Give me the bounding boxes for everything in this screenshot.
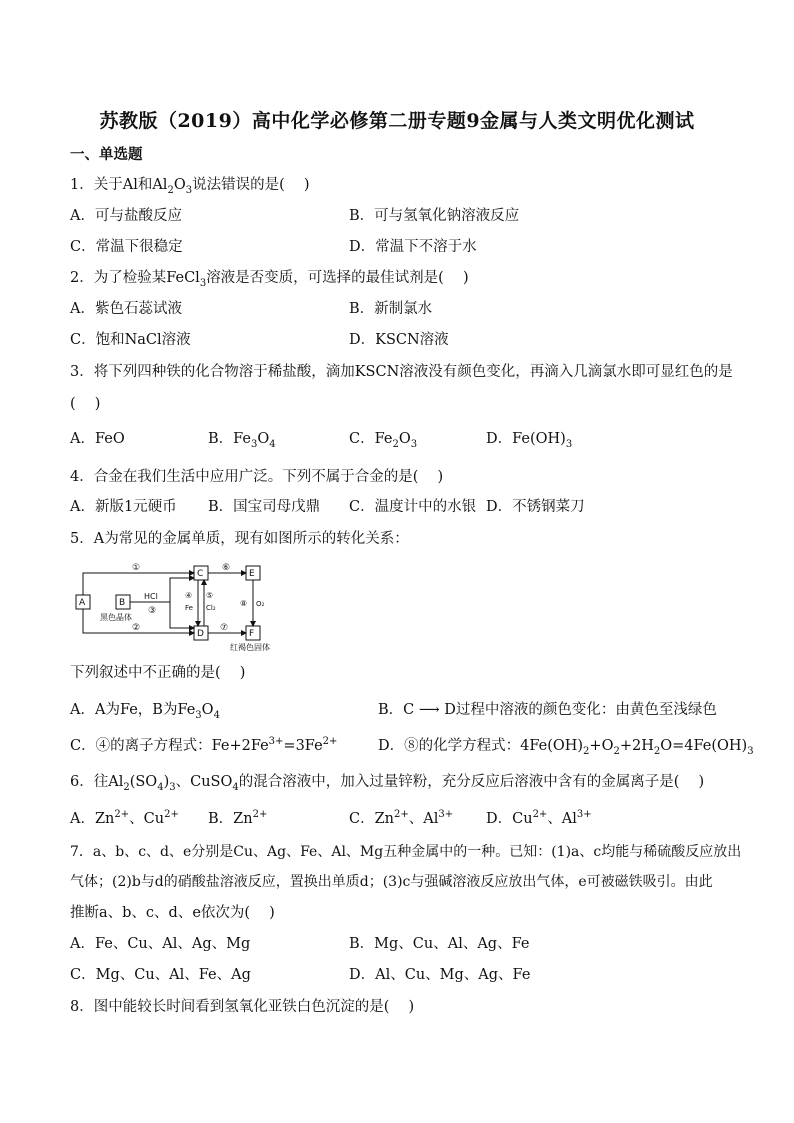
q2-option-d: D．KSCN溶液 xyxy=(349,332,449,348)
section-heading: 一、单选题 xyxy=(70,146,143,163)
label-d: D xyxy=(197,629,204,639)
q5-option-d: D．⑧的化学方程式：$4Fe(OH)_2+O_2+2H_2O=4Fe(OH)_3$ xyxy=(378,738,754,757)
label-step4: ④ xyxy=(185,591,193,600)
q1-option-a: A．可与盐酸反应 xyxy=(70,208,182,224)
label-step1: ① xyxy=(132,563,141,573)
label-hcl: HCl xyxy=(144,592,158,601)
label-o2: O₂ xyxy=(256,600,265,608)
q1-option-b: B．可与氢氧化钠溶液反应 xyxy=(349,208,520,224)
question-7-stem: 7．a、b、c、d、e分别是Cu、Ag、Fe、Al、Mg五种金属中的一种。已知：(1)a、c均能与稀硫酸反应放出 xyxy=(70,844,742,860)
question-6-stem: 6．往$Al_2(SO_4)_3$、CuSO$_4$的混合溶液中，加入过量锌粉，充分反应后溶液中含有的金属离子是( ) xyxy=(70,774,705,793)
document-title: 苏教版（2019）高中化学必修第二册专题9金属与人类文明优化测试 xyxy=(99,110,695,132)
label-step2: ② xyxy=(132,623,141,633)
q6-option-c: C．$Zn^{2+}$、$Al^{3+}$ xyxy=(349,809,454,827)
q4-option-a: A．新版1元硬币 xyxy=(70,499,177,515)
label-step7: ⑦ xyxy=(220,623,229,633)
label-fe: Fe xyxy=(185,604,193,612)
question-5-substem: 下列叙述中不正确的是( ) xyxy=(70,665,246,681)
question-1-stem: 1．关于Al和$Al_2O_3$说法错误的是( ) xyxy=(70,177,310,196)
q7-option-b: B．Mg、Cu、Al、Ag、Fe xyxy=(349,936,530,952)
question-3-stem: 3．将下列四种铁的化合物溶于稀盐酸，滴加KSCN溶液没有颜色变化，再滴入几滴氯水即可显红色的是 xyxy=(70,364,733,380)
q5-option-c: C．④的离子方程式：$Fe+2Fe^{3+}=3Fe^{2+}$ xyxy=(70,736,338,754)
q6-option-a: A．$Zn^{2+}$、$Cu^{2+}$ xyxy=(70,809,179,827)
q2-option-a: A．紫色石蕊试液 xyxy=(70,301,182,317)
label-f: F xyxy=(249,629,255,639)
q7-option-c: C．Mg、Cu、Al、Fe、Ag xyxy=(70,967,251,983)
q3-option-c: C．$Fe_2O_3$ xyxy=(349,431,418,450)
label-e: E xyxy=(249,569,255,579)
label-step8: ⑧ xyxy=(240,599,248,608)
label-step3: ③ xyxy=(148,606,157,616)
question-7-stem-line3: 推断a、b、c、d、e依次为( ) xyxy=(70,905,275,921)
q3-option-b: B．$Fe_3O_4$ xyxy=(208,431,276,450)
q6-option-d: D．$Cu^{2+}$、$Al^{3+}$ xyxy=(486,809,592,827)
q5-option-b: B．C ⟶ D过程中溶液的颜色变化：由黄色至浅绿色 xyxy=(378,702,717,718)
label-b: B xyxy=(119,598,126,608)
q6-option-b: B．$Zn^{2+}$ xyxy=(208,809,268,827)
question-7-stem-line2: 气体；(2)b与d的硝酸盐溶液反应，置换出单质d；(3)c与强碱溶液反应放出气体，e可被磁铁吸引。由此 xyxy=(70,874,713,890)
label-a: A xyxy=(79,598,86,608)
q2-option-b: B．新制氯水 xyxy=(349,301,433,317)
q3-option-d: D．$Fe(OH)_3$ xyxy=(486,431,573,450)
q1-option-c: C．常温下很稳定 xyxy=(70,239,183,255)
q7-option-d: D．Al、Cu、Mg、Ag、Fe xyxy=(349,967,531,983)
label-step6: ⑥ xyxy=(222,563,231,573)
q4-option-d: D．不锈钢菜刀 xyxy=(486,499,585,515)
q2-option-c: C．饱和NaCl溶液 xyxy=(70,332,191,348)
q4-option-c: C．温度计中的水银 xyxy=(349,499,477,515)
q7-option-a: A．Fe、Cu、Al、Ag、Mg xyxy=(70,936,251,952)
question-8-stem: 8．图中能较长时间看到氢氧化亚铁白色沉淀的是( ) xyxy=(70,999,415,1015)
label-black-crystal: 黑色晶体 xyxy=(100,613,132,622)
label-cl2: Cl₂ xyxy=(206,604,216,612)
question-5-stem: 5．A为常见的金属单质，现有如图所示的转化关系： xyxy=(70,531,409,547)
q5-option-a: A．A为Fe，B为$Fe_3O_4$ xyxy=(70,702,220,721)
question-2-stem: 2．为了检验某FeCl$_3$溶液是否变质，可选择的最佳试剂是( ) xyxy=(70,270,469,289)
label-c: C xyxy=(197,569,204,579)
question-4-stem: 4．合金在我们生活中应用广泛。下列不属于合金的是( ) xyxy=(70,469,444,485)
label-red-brown-solid: 红褐色固体 xyxy=(230,643,270,652)
q4-option-b: B．国宝司母戊鼎 xyxy=(208,499,321,515)
transformation-diagram xyxy=(70,560,300,652)
question-3-stem-cont: ( ) xyxy=(70,396,101,412)
q1-option-d: D．常温下不溶于水 xyxy=(349,239,477,255)
q3-option-a: A．FeO xyxy=(70,431,125,447)
label-step5: ⑤ xyxy=(206,591,214,600)
